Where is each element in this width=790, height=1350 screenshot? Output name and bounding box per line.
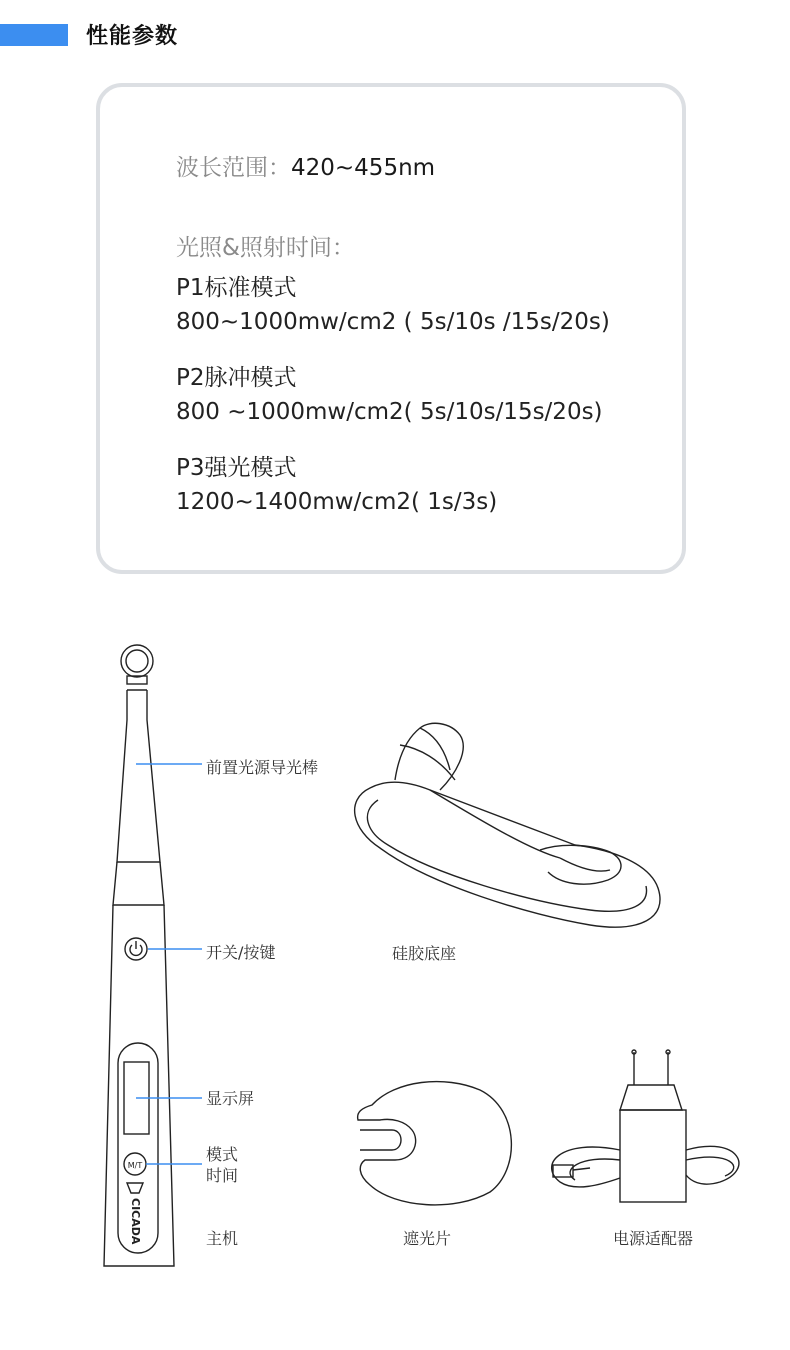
silicone-base-label: 硅胶底座 [392,944,457,963]
mode-p3-value: 1200~1400mw/cm2( 1s/3s) [176,489,498,515]
section-accent-bar [0,24,68,46]
wavelength-label: 波长范围： [176,155,291,181]
section-title: 性能参数 [86,24,179,49]
wavelength-value: 420~455nm [291,155,436,181]
brand-name: CICADA [129,1198,142,1245]
main-unit-label: 主机 [206,1229,239,1248]
mode-p1-value: 800~1000mw/cm2 ( 5s/10s /15s/20s) [176,309,610,335]
mode-p1-name: P1标准模式 [176,275,297,301]
spec-card [96,83,686,574]
silicone-base [355,723,660,927]
wavelength-row [176,149,435,182]
power-adapter [552,1050,739,1202]
light-shield-label: 遮光片 [403,1229,452,1248]
time-label: 时间 [206,1166,239,1185]
curing-light-handpiece [104,645,174,1266]
light-shield [358,1082,512,1205]
display-label: 显示屏 [206,1089,255,1108]
mode-p2-value: 800 ~1000mw/cm2( 5s/10s/15s/20s) [176,399,603,425]
mode-p2-name: P2脉冲模式 [176,365,297,391]
power-adapter-label: 电源适配器 [613,1229,694,1248]
irradiation-label: 光照&照射时间： [176,235,355,261]
light-guide-label: 前置光源导光棒 [206,758,319,777]
mode-p3-name: P3强光模式 [176,455,297,481]
switch-button-label: 开关/按键 [206,943,276,962]
mode-label: 模式 [206,1145,239,1164]
mode-button-text: M/T [127,1161,143,1170]
